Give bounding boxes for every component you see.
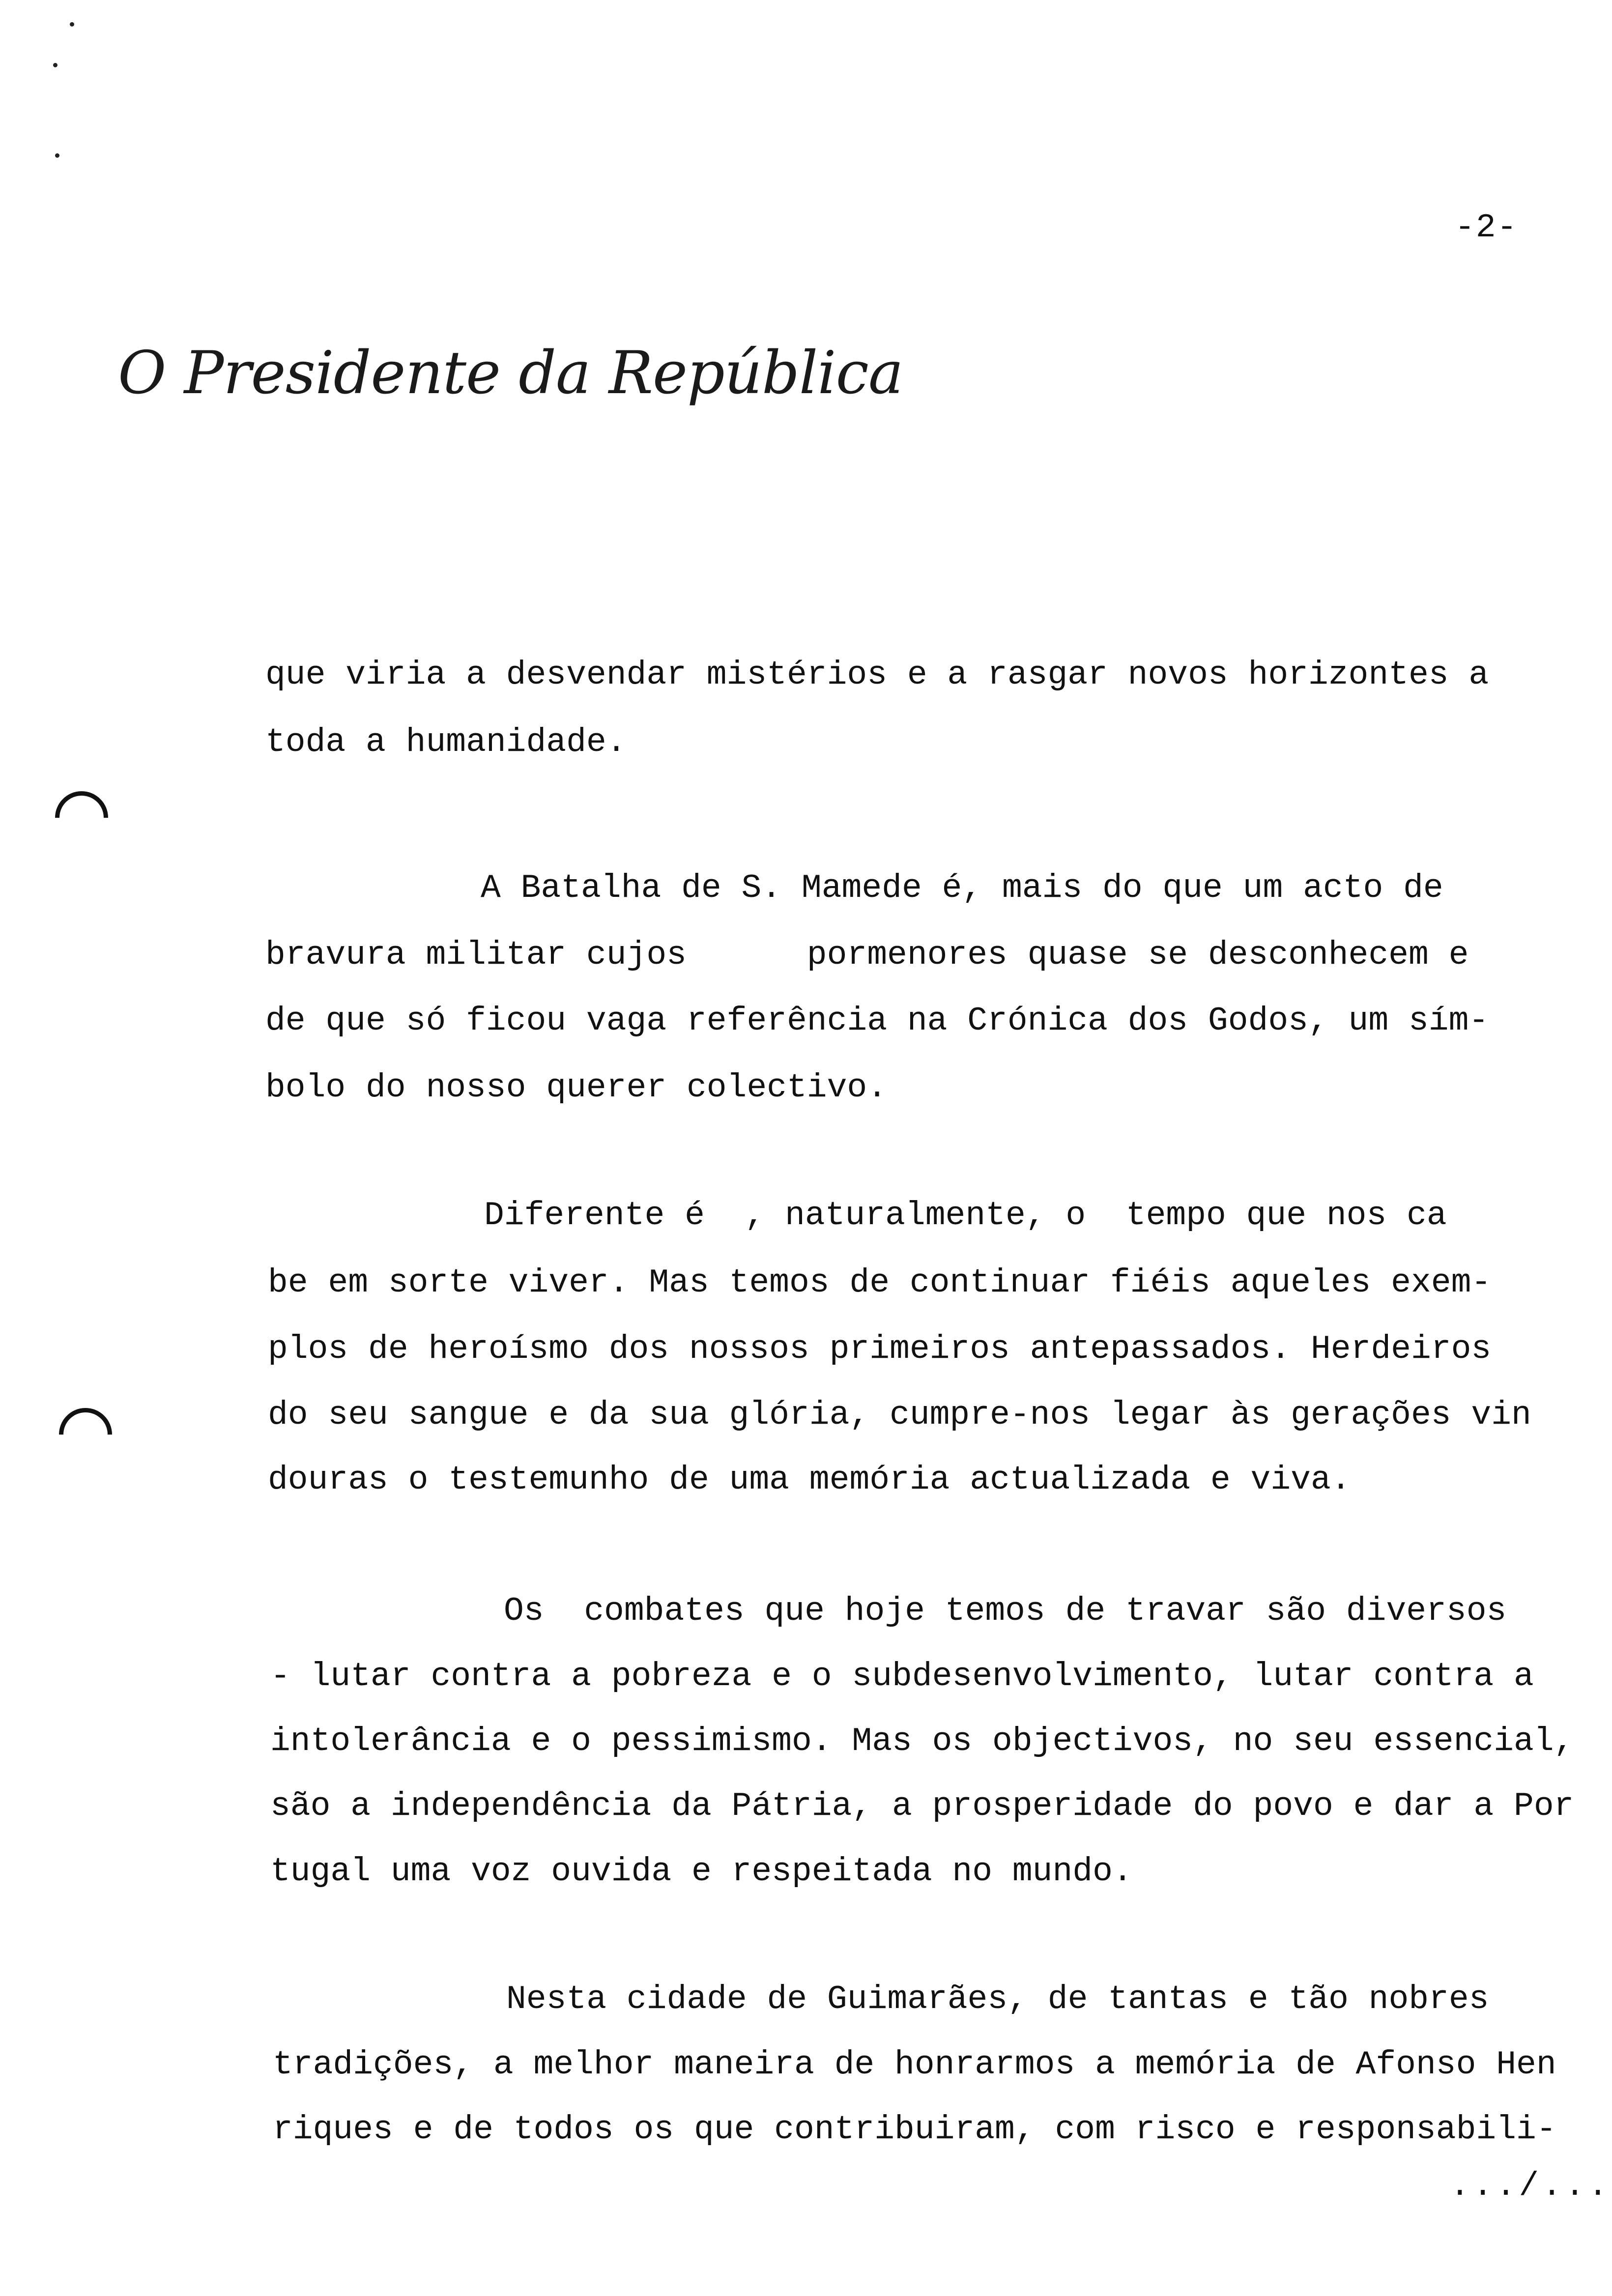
body-line: bolo do nosso querer colectivo.	[265, 1069, 888, 1107]
scan-speck	[55, 153, 59, 158]
page-number: -2-	[1455, 209, 1518, 247]
body-line: tugal uma voz ouvida e respeitada no mundo.	[270, 1853, 1133, 1891]
body-line: toda a humanidade.	[265, 723, 627, 761]
body-line: Nesta cidade de Guimarães, de tantas e tão nobres	[506, 1980, 1489, 2018]
body-line: tradições, a melhor maneira de honrarmos a memória de Afonso Hen	[273, 2046, 1556, 2084]
scan-speck	[70, 22, 74, 27]
body-line: bravura militar cujos pormenores quase se desconhecem e	[265, 936, 1469, 974]
body-line: A Batalha de S. Mamede é, mais do que um acto de	[481, 869, 1443, 907]
continuation-marker: .../...	[1450, 2167, 1611, 2205]
body-line: são a independência da Pátria, a prosperidade do povo e dar a Por	[270, 1787, 1574, 1825]
scan-speck	[53, 63, 58, 67]
body-line: douras o testemunho de uma memória actualizada e viva.	[268, 1461, 1351, 1499]
body-line: do seu sangue e da sua glória, cumpre-nos legar às gerações vin	[268, 1396, 1531, 1434]
body-line: plos de heroísmo dos nossos primeiros antepassados. Herdeiros	[268, 1330, 1492, 1368]
body-line: Os combates que hoje temos de travar são diversos	[504, 1592, 1507, 1630]
body-line: de que só ficou vaga referência na Crónica dos Godos, um sím-	[265, 1002, 1489, 1040]
punch-hole-mark	[48, 1397, 123, 1472]
body-line: que viria a desvendar mistérios e a rasgar novos horizontes a	[265, 656, 1489, 694]
body-line: - lutar contra a pobreza e o subdesenvolvimento, lutar contra a	[270, 1658, 1534, 1695]
body-line: be em sorte viver. Mas temos de continuar fiéis aqueles exem-	[268, 1264, 1492, 1302]
body-line: intolerância e o pessimismo. Mas os objectivos, no seu essencial,	[270, 1722, 1574, 1760]
punch-hole-mark	[44, 780, 119, 856]
body-line: riques e de todos os que contribuiram, com risco e responsabili-	[273, 2111, 1556, 2149]
body-line: Diferente é , naturalmente, o tempo que nos ca	[484, 1197, 1447, 1234]
letterhead: O Presidente da República	[118, 339, 903, 407]
